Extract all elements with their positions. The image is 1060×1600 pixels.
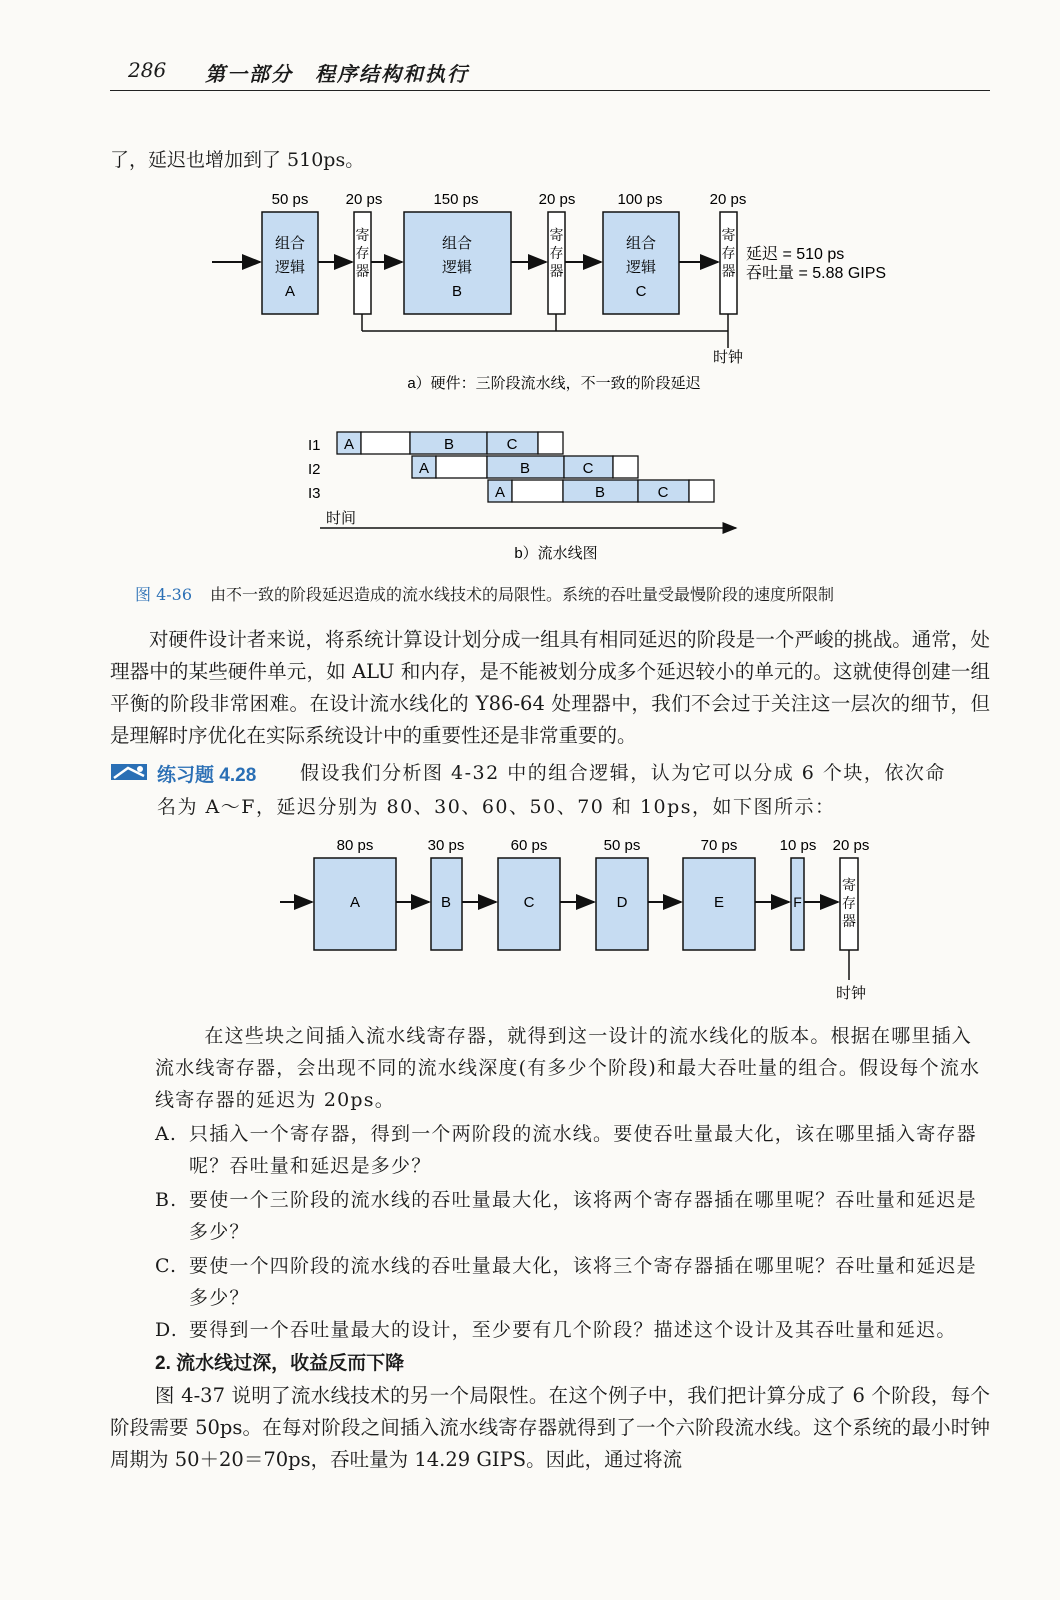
throughput-value: 吞吐量 = 5.88 GIPS [746, 265, 887, 282]
figure-exercise-blocks [0, 830, 1060, 1010]
question-b-key: B. [155, 1189, 178, 1211]
ex-delay-f: 10 ps [779, 837, 817, 854]
ex-delay-a: 80 ps [336, 837, 374, 854]
page-number: 286 [128, 58, 167, 82]
svg-text:C: C [657, 484, 669, 501]
question-b [155, 1184, 990, 1248]
paragraph-1: 对硬件设计者来说，将系统计算设计划分成一组具有相同延迟的阶段是一个严峻的挑战。通常，处理器中的某些硬件单元，如 ALU 和内存，是不能被划分成多个延迟较小的单元的。这就使得创建一组平衡的阶段非常困难。在设计流水线化的 Y86-64 处理器中，我们不会过于关注这一层次的细节，但是理解时序优化在实际系统设计中的重要性还是非常重要的。 [110, 628, 990, 747]
svg-text:A: A [494, 484, 506, 501]
question-a-key: A. [155, 1123, 178, 1145]
svg-text:B: B [451, 283, 463, 300]
figure-b-pipeline-diagram [0, 420, 1060, 570]
svg-text:B: B [440, 894, 452, 911]
delay-label-r1: 20 ps [345, 191, 383, 208]
svg-text:逻辑: 逻辑 [441, 259, 473, 276]
header-rule [110, 90, 990, 91]
question-c-key: C. [155, 1255, 178, 1277]
svg-text:逻辑: 逻辑 [274, 259, 306, 276]
delay-label-b: 150 ps [433, 191, 479, 208]
ex-delay-b: 30 ps [427, 837, 465, 854]
svg-text:逻辑: 逻辑 [625, 259, 657, 276]
question-b-text: 要使一个三阶段的流水线的吞吐量最大化，该将两个寄存器插在哪里呢？吞吐量和延迟是多少？ [189, 1189, 977, 1243]
figure-caption [135, 582, 834, 605]
svg-text:寄: 寄 [842, 877, 856, 893]
figure-caption-text: 由不一致的阶段延迟造成的流水线技术的局限性。系统的吞吐量受最慢阶段的速度所限制 [210, 585, 835, 604]
svg-text:寄: 寄 [355, 227, 370, 243]
svg-text:存: 存 [842, 895, 856, 911]
part-title: 第一部分 程序结构和执行 [205, 62, 469, 86]
svg-text:A: A [343, 436, 355, 453]
svg-text:组合: 组合 [274, 235, 306, 252]
svg-text:寄: 寄 [721, 227, 736, 243]
svg-text:存: 存 [721, 245, 736, 261]
svg-text:组合: 组合 [441, 235, 473, 252]
time-label: 时间 [326, 510, 357, 527]
svg-text:器: 器 [355, 263, 370, 279]
svg-text:B: B [594, 484, 606, 501]
question-d [155, 1314, 990, 1346]
question-c [155, 1250, 990, 1314]
svg-text:C: C [506, 436, 518, 453]
paragraph-2: 图 4-37 说明了流水线技术的另一个局限性。在这个例子中，我们把计算分成了 6 个阶段，每个阶段需要 50ps。在每对阶段之间插入流水线寄存器就得到了一个六阶段流水线。这个系统的最小时钟周期为 50＋20＝70ps，吞吐量为 14.29 GIPS。因此，通过将流 [110, 1384, 990, 1471]
question-a [155, 1118, 990, 1182]
svg-text:组合: 组合 [625, 235, 657, 252]
svg-text:器: 器 [721, 263, 736, 279]
svg-text:C: C [635, 283, 647, 300]
exercise-line-2: 名为 A～F，延迟分别为 80、30、60、50、70 和 10ps，如下图所示： [157, 796, 836, 818]
svg-text:B: B [443, 436, 455, 453]
svg-text:存: 存 [549, 245, 564, 261]
exercise-paragraph: 在这些块之间插入流水线寄存器，就得到这一设计的流水线化的版本。根据在哪里插入流水线寄存器，会出现不同的流水线深度(有多少个阶段)和最大吞吐量的组合。假设每个流水线寄存器的延迟为 20ps。 [155, 1025, 981, 1111]
delay-label-c: 100 ps [617, 191, 663, 208]
figure-tag: 图 4-36 [135, 585, 193, 604]
delay-label-r2: 20 ps [538, 191, 576, 208]
row-label-i3: I3 [308, 485, 321, 502]
figure-a-hardware [0, 180, 1060, 400]
ex-clock-label: 时钟 [835, 985, 867, 1002]
ex-delay-reg: 20 ps [832, 837, 870, 854]
question-c-text: 要使一个四阶段的流水线的吞吐量最大化，该将三个寄存器插在哪里呢？吞吐量和延迟是多少？ [189, 1255, 977, 1309]
svg-text:C: C [523, 894, 535, 911]
svg-text:A: A [418, 460, 430, 477]
svg-text:A: A [349, 894, 361, 911]
intro-line: 了，延迟也增加到了 510ps。 [110, 149, 365, 171]
svg-text:E: E [713, 894, 725, 911]
svg-text:寄: 寄 [549, 227, 564, 243]
svg-text:存: 存 [355, 245, 370, 261]
question-d-key: D. [155, 1319, 178, 1341]
latency-value: 延迟 = 510 ps [746, 246, 845, 263]
exercise-icon [110, 760, 150, 784]
row-label-i2: I2 [308, 461, 321, 478]
svg-text:器: 器 [549, 263, 564, 279]
ex-delay-d: 50 ps [603, 837, 641, 854]
svg-text:B: B [519, 460, 531, 477]
clock-label-a: 时钟 [712, 349, 744, 366]
question-d-text: 要得到一个吞吐量最大的设计，至少要有几个阶段？描述这个设计及其吞吐量和延迟。 [189, 1319, 957, 1341]
delay-label-r3: 20 ps [709, 191, 747, 208]
caption-a: a）硬件：三阶段流水线，不一致的阶段延迟 [407, 375, 701, 392]
svg-text:D: D [616, 894, 628, 911]
exercise-line-1: 假设我们分析图 4-32 中的组合逻辑，认为它可以分成 6 个块，依次命 [300, 762, 946, 784]
question-a-text: 只插入一个寄存器，得到一个两阶段的流水线。要使吞吐量最大化，该在哪里插入寄存器呢？吞吐量和延迟是多少？ [189, 1123, 977, 1177]
row-label-i1: I1 [308, 437, 321, 454]
ex-delay-e: 70 ps [700, 837, 738, 854]
svg-text:器: 器 [842, 913, 856, 929]
exercise-title: 练习题 4.28 [157, 765, 257, 786]
svg-text:A: A [284, 283, 296, 300]
caption-b: b）流水线图 [514, 545, 598, 562]
svg-text:C: C [582, 460, 594, 477]
section-heading: 2. 流水线过深，收益反而下降 [155, 1353, 405, 1374]
ex-delay-c: 60 ps [510, 837, 548, 854]
delay-label-a: 50 ps [271, 191, 309, 208]
svg-text:F: F [793, 894, 802, 910]
